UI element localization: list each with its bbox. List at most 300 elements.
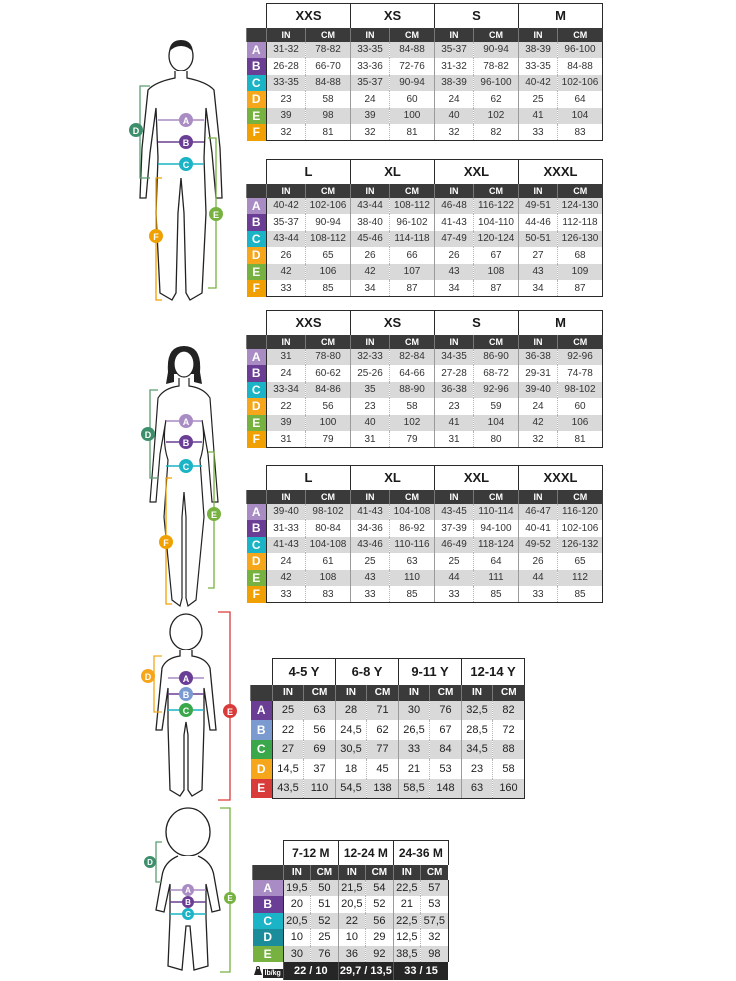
women-figure [132, 342, 232, 612]
table-cell: 102 [390, 415, 435, 432]
size-header: XS [351, 4, 435, 28]
table-cell: 20,5 [338, 896, 365, 913]
table-cell: 51 [310, 896, 338, 913]
table-cell: 25-26 [351, 365, 390, 382]
unit-cm-header: CM [390, 184, 435, 198]
unit-cm-header: CM [306, 490, 351, 504]
table-cell: 32 [435, 124, 474, 141]
size-header: XXS [267, 4, 351, 28]
table-row [247, 247, 603, 264]
baby-label-d: D [147, 858, 153, 867]
table-cell: 82 [493, 701, 525, 721]
table-cell: 81 [390, 124, 435, 141]
table-cell: 104 [558, 108, 603, 125]
table-cell: 24 [435, 91, 474, 108]
men-label-f: F [153, 232, 159, 242]
unit-in-header: IN [519, 490, 558, 504]
unit-in-header: IN [435, 335, 474, 349]
table-cell: 31 [351, 431, 390, 448]
unit-cm-header: CM [558, 28, 603, 42]
table-cell: 66 [390, 247, 435, 264]
table-cell: 33 [519, 586, 558, 603]
table-cell: 63 [304, 701, 336, 721]
table-cell: 118-124 [474, 537, 519, 554]
table-cell: 41 [519, 108, 558, 125]
table-cell: 90-94 [306, 214, 351, 231]
table-row [251, 720, 525, 740]
table-cell: 112-118 [558, 214, 603, 231]
table-cell: 32 [267, 124, 306, 141]
table-cell: 56 [304, 720, 336, 740]
table-cell: 14,5 [273, 759, 304, 779]
table-cell: 30,5 [336, 740, 367, 760]
table-cell: 43-45 [435, 504, 474, 521]
table-cell: 26 [267, 247, 306, 264]
unit-cm-header: CM [306, 335, 351, 349]
table-cell: 112 [558, 570, 603, 587]
table-cell: 42 [267, 264, 306, 281]
table-cell: 33 [519, 124, 558, 141]
table-cell: 108 [306, 570, 351, 587]
table-cell: 62 [474, 91, 519, 108]
unit-cm-header: CM [306, 184, 351, 198]
table-cell: 35-37 [351, 75, 390, 92]
table-cell: 77 [367, 740, 399, 760]
kids-head [170, 614, 202, 650]
table-cell: 32,5 [462, 701, 493, 721]
table-cell: 42 [351, 264, 390, 281]
table-cell: 98 [420, 946, 448, 963]
table-cell: 107 [390, 264, 435, 281]
size-header: XXXL [519, 466, 603, 490]
row-letter: C [253, 913, 284, 930]
unit-in-header: IN [267, 490, 306, 504]
table-cell: 26 [519, 553, 558, 570]
table-cell: 33 [267, 280, 306, 297]
table-row [247, 91, 603, 108]
table-cell: 35 [351, 382, 390, 399]
row-letter: E [251, 779, 273, 799]
table-cell: 34 [519, 280, 558, 297]
kids-label-e: E [226, 707, 234, 717]
size-header: XS [351, 311, 435, 335]
table-cell: 49-52 [519, 537, 558, 554]
unit-in-header: IN [519, 28, 558, 42]
row-letter: A [251, 701, 273, 721]
table-cell: 85 [390, 586, 435, 603]
men-label-a: A [182, 116, 190, 126]
table-cell: 96-100 [474, 75, 519, 92]
table-cell: 110-114 [474, 504, 519, 521]
table-cell: 57,5 [420, 913, 448, 930]
table-cell: 67 [474, 247, 519, 264]
table-cell: 106 [558, 415, 603, 432]
table-cell: 54 [365, 880, 393, 897]
table-cell: 40 [351, 415, 390, 432]
row-letter: B [251, 720, 273, 740]
table-cell: 42 [519, 415, 558, 432]
kids-figure [136, 610, 246, 805]
table-cell: 42 [267, 570, 306, 587]
row-letter: F [247, 280, 267, 297]
table-cell: 116-122 [474, 198, 519, 215]
table-cell: 12,5 [393, 929, 420, 946]
table-cell: 39 [267, 415, 306, 432]
table-cell: 53 [420, 896, 448, 913]
unit-cm-header: CM [493, 685, 525, 701]
table-cell: 10 [283, 929, 310, 946]
table-cell: 53 [430, 759, 462, 779]
table-cell: 39-40 [519, 382, 558, 399]
table-cell: 148 [430, 779, 462, 799]
men-table-1 [246, 3, 603, 141]
men-table-2 [246, 159, 603, 297]
table-cell: 80 [474, 431, 519, 448]
table-cell: 65 [306, 247, 351, 264]
table-cell: 26,5 [399, 720, 430, 740]
table-cell: 26 [435, 247, 474, 264]
table-cell: 50-51 [519, 231, 558, 248]
row-letter: C [247, 231, 267, 248]
table-cell: 35-37 [435, 42, 474, 59]
table-cell: 20 [283, 896, 310, 913]
row-letter: C [251, 740, 273, 760]
table-row [247, 415, 603, 432]
table-cell: 63 [462, 779, 493, 799]
women-body-outline [150, 378, 218, 606]
table-row [247, 280, 603, 297]
baby-head [166, 808, 210, 856]
men-body-outline [140, 71, 222, 300]
size-header: XL [351, 160, 435, 184]
row-letter: C [247, 382, 267, 399]
table-cell: 40-42 [267, 198, 306, 215]
table-cell: 34 [351, 280, 390, 297]
table-cell: 60 [558, 398, 603, 415]
weight-icon [253, 962, 284, 980]
row-letter: F [247, 124, 267, 141]
table-row [253, 880, 449, 897]
table-cell: 66-70 [306, 58, 351, 75]
table-cell: 52 [365, 896, 393, 913]
weight-cell: 22 / 10 [283, 962, 338, 980]
table-cell: 79 [306, 431, 351, 448]
table-cell: 84 [430, 740, 462, 760]
table-cell: 82 [474, 124, 519, 141]
table-cell: 33 [267, 586, 306, 603]
table-cell: 25 [273, 701, 304, 721]
row-letter: A [247, 504, 267, 521]
table-cell: 36-38 [435, 382, 474, 399]
table-cell: 58,5 [399, 779, 430, 799]
table-cell: 43 [519, 264, 558, 281]
row-letter: D [247, 247, 267, 264]
table-cell: 46-48 [435, 198, 474, 215]
table-cell: 41-43 [435, 214, 474, 231]
baby-label-c: C [185, 910, 191, 919]
table-cell: 64 [474, 553, 519, 570]
table-cell: 82-84 [390, 349, 435, 366]
unit-in-header: IN [267, 28, 306, 42]
table-cell: 46-49 [435, 537, 474, 554]
table-cell: 80-84 [306, 520, 351, 537]
table-cell: 84-88 [306, 75, 351, 92]
table-cell: 33 [435, 586, 474, 603]
table-cell: 34 [435, 280, 474, 297]
table-cell: 92-96 [558, 349, 603, 366]
size-header: S [435, 311, 519, 335]
table-cell: 38-39 [519, 42, 558, 59]
row-letter: E [247, 415, 267, 432]
unit-in-header: IN [435, 490, 474, 504]
row-letter: C [247, 537, 267, 554]
table-cell: 68 [558, 247, 603, 264]
table-cell: 86-90 [474, 349, 519, 366]
table-cell: 69 [304, 740, 336, 760]
table-cell: 25 [351, 553, 390, 570]
table-cell: 28,5 [462, 720, 493, 740]
size-header: 12-24 M [338, 841, 393, 865]
table-row [247, 537, 603, 554]
table-row [253, 946, 449, 963]
table-cell: 90-94 [390, 75, 435, 92]
row-letter: E [247, 108, 267, 125]
table-cell: 126-132 [558, 537, 603, 554]
table-cell: 27-28 [435, 365, 474, 382]
size-header: 6-8 Y [336, 659, 399, 685]
table-cell: 58 [306, 91, 351, 108]
size-header: XL [351, 466, 435, 490]
row-letter: B [247, 520, 267, 537]
table-cell: 81 [306, 124, 351, 141]
table-cell: 30 [399, 701, 430, 721]
table-cell: 58 [390, 398, 435, 415]
table-cell: 43-44 [267, 231, 306, 248]
table-cell: 67 [430, 720, 462, 740]
women-label-c: C [182, 462, 190, 472]
table-cell: 84-88 [558, 58, 603, 75]
unit-cm-header: CM [365, 865, 393, 880]
table-cell: 44 [519, 570, 558, 587]
table-cell: 26 [351, 247, 390, 264]
table-cell: 65 [558, 553, 603, 570]
table-row [247, 75, 603, 92]
table-cell: 39 [351, 108, 390, 125]
table-cell: 116-120 [558, 504, 603, 521]
table-cell: 22,5 [393, 880, 420, 897]
table-cell: 23 [462, 759, 493, 779]
table-cell: 32-33 [351, 349, 390, 366]
row-letter: E [247, 264, 267, 281]
table-cell: 35-37 [267, 214, 306, 231]
size-header: XXL [435, 160, 519, 184]
women-label-a: A [182, 417, 190, 427]
table-row [247, 214, 603, 231]
table-cell: 28 [336, 701, 367, 721]
table-cell: 68-72 [474, 365, 519, 382]
table-cell: 33 [399, 740, 430, 760]
table-row [247, 553, 603, 570]
row-letter: A [247, 198, 267, 215]
women-label-f: F [163, 538, 169, 548]
table-cell: 56 [365, 913, 393, 930]
table-cell: 85 [306, 280, 351, 297]
table-cell: 27 [273, 740, 304, 760]
table-cell: 63 [390, 553, 435, 570]
table-cell: 60 [390, 91, 435, 108]
table-cell: 106 [306, 264, 351, 281]
table-cell: 96-102 [390, 214, 435, 231]
table-cell: 76 [430, 701, 462, 721]
table-row [253, 913, 449, 930]
unit-cm-header: CM [390, 28, 435, 42]
table-cell: 33-34 [267, 382, 306, 399]
table-cell: 31 [267, 431, 306, 448]
row-letter: E [247, 570, 267, 587]
table-cell: 109 [558, 264, 603, 281]
women-table-2 [246, 465, 603, 603]
table-row [247, 586, 603, 603]
table-cell: 58 [493, 759, 525, 779]
unit-cm-header: CM [420, 865, 448, 880]
table-cell: 24 [267, 365, 306, 382]
table-cell: 38-39 [435, 75, 474, 92]
table-cell: 78-80 [306, 349, 351, 366]
table-cell: 43-46 [351, 537, 390, 554]
table-cell: 90-94 [474, 42, 519, 59]
table-cell: 21,5 [338, 880, 365, 897]
kids-label-d: D [144, 672, 152, 682]
table-cell: 126-130 [558, 231, 603, 248]
table-cell: 74-78 [558, 365, 603, 382]
table-cell: 44 [435, 570, 474, 587]
table-cell: 120-124 [474, 231, 519, 248]
unit-in-header: IN [519, 184, 558, 198]
table-cell: 84-88 [390, 42, 435, 59]
table-cell: 43-44 [351, 198, 390, 215]
table-cell: 22 [273, 720, 304, 740]
table-cell: 85 [474, 586, 519, 603]
size-header: XXS [267, 311, 351, 335]
table-cell: 83 [558, 124, 603, 141]
size-header: L [267, 466, 351, 490]
table-cell: 98 [306, 108, 351, 125]
table-cell: 64 [558, 91, 603, 108]
table-cell: 23 [351, 398, 390, 415]
table-cell: 102-106 [558, 520, 603, 537]
unit-in-header: IN [462, 685, 493, 701]
table-cell: 104 [474, 415, 519, 432]
table-cell: 18 [336, 759, 367, 779]
table-row [247, 365, 603, 382]
table-cell: 61 [306, 553, 351, 570]
row-letter: F [247, 586, 267, 603]
table-cell: 31 [435, 431, 474, 448]
unit-in-header: IN [283, 865, 310, 880]
unit-in-header: IN [351, 335, 390, 349]
table-cell: 21 [399, 759, 430, 779]
baby-figure [140, 806, 250, 976]
table-cell: 110-116 [390, 537, 435, 554]
baby-label-e: E [227, 894, 233, 903]
table-cell: 92-96 [474, 382, 519, 399]
row-letter: B [247, 58, 267, 75]
unit-cm-header: CM [310, 865, 338, 880]
unit-in-header: IN [351, 490, 390, 504]
table-cell: 22,5 [393, 913, 420, 930]
table-cell: 49-51 [519, 198, 558, 215]
table-cell: 36-38 [519, 349, 558, 366]
table-cell: 43 [435, 264, 474, 281]
table-cell: 22 [338, 913, 365, 930]
size-header: XXL [435, 466, 519, 490]
table-cell: 108 [474, 264, 519, 281]
table-cell: 92 [365, 946, 393, 963]
size-header: 12-14 Y [462, 659, 525, 685]
weight-row [253, 962, 449, 980]
table-cell: 84-86 [306, 382, 351, 399]
table-row [247, 231, 603, 248]
table-cell: 29-31 [519, 365, 558, 382]
unit-cm-header: CM [474, 184, 519, 198]
weight-unit-label: lb/kg [264, 970, 281, 977]
table-cell: 23 [267, 91, 306, 108]
table-cell: 20,5 [283, 913, 310, 930]
kids-table [250, 658, 525, 799]
row-letter: D [251, 759, 273, 779]
size-header: L [267, 160, 351, 184]
table-cell: 85 [558, 586, 603, 603]
table-cell: 31 [267, 349, 306, 366]
table-cell: 33-35 [351, 42, 390, 59]
size-header: 7-12 M [283, 841, 338, 865]
table-cell: 72 [493, 720, 525, 740]
table-cell: 39 [267, 108, 306, 125]
table-cell: 54,5 [336, 779, 367, 799]
table-cell: 88-90 [390, 382, 435, 399]
table-cell: 79 [390, 431, 435, 448]
men-label-d: D [132, 126, 140, 136]
unit-in-header: IN [338, 865, 365, 880]
table-cell: 78-82 [306, 42, 351, 59]
kids-label-b: B [182, 690, 190, 700]
table-cell: 33-36 [351, 58, 390, 75]
table-cell: 38-40 [351, 214, 390, 231]
table-cell: 38,5 [393, 946, 420, 963]
women-table-1 [246, 310, 603, 448]
table-row [247, 504, 603, 521]
unit-cm-header: CM [306, 28, 351, 42]
table-cell: 24 [267, 553, 306, 570]
table-cell: 56 [306, 398, 351, 415]
unit-in-header: IN [267, 184, 306, 198]
table-cell: 22 [267, 398, 306, 415]
table-cell: 94-100 [474, 520, 519, 537]
table-cell: 32 [351, 124, 390, 141]
unit-in-header: IN [435, 28, 474, 42]
table-row [247, 124, 603, 141]
table-cell: 24 [351, 91, 390, 108]
row-letter: D [253, 929, 284, 946]
table-cell: 37 [304, 759, 336, 779]
table-cell: 47-49 [435, 231, 474, 248]
weight-cell: 29,7 / 13,5 [338, 962, 393, 980]
table-cell: 33 [351, 586, 390, 603]
table-cell: 78-82 [474, 58, 519, 75]
table-cell: 110 [304, 779, 336, 799]
table-cell: 104-108 [390, 504, 435, 521]
table-cell: 34-36 [351, 520, 390, 537]
